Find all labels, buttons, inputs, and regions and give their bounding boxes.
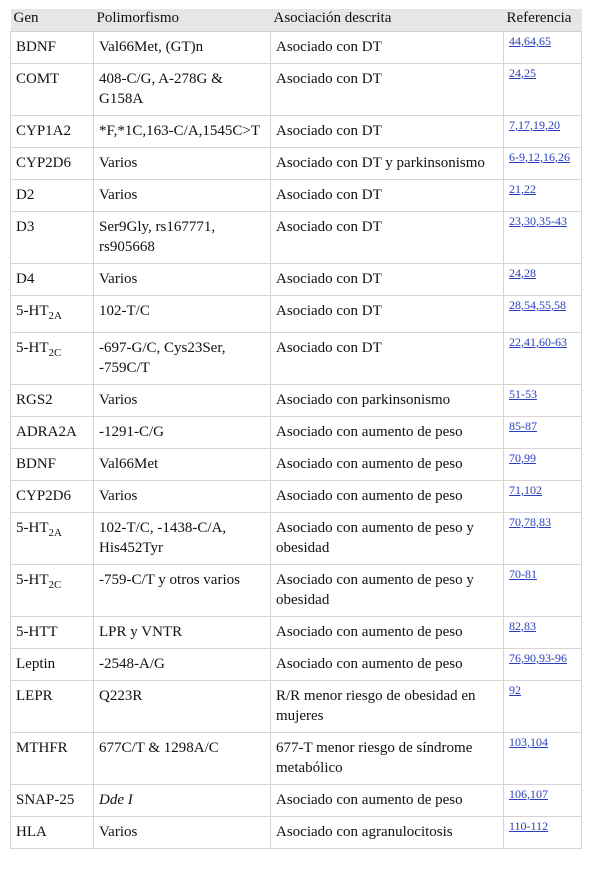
reference-link[interactable]: 23,30,35-43 xyxy=(509,214,567,228)
reference-cell xyxy=(504,333,582,385)
header-referencia: Referencia xyxy=(504,9,582,32)
reference-link[interactable]: 22,41,60-63 xyxy=(509,335,567,349)
polymorphism-cell: Dde I xyxy=(94,785,271,817)
gene-name: D4 xyxy=(16,271,35,287)
gene-cell xyxy=(11,417,94,449)
reference-cell xyxy=(504,785,582,817)
reference-cell xyxy=(504,264,582,296)
table-row xyxy=(11,64,582,116)
polymorphism-cell: -1291-C/G xyxy=(94,417,271,449)
header-gen: Gen xyxy=(11,9,94,32)
gene-name: BDNF xyxy=(16,39,57,55)
reference-cell xyxy=(504,565,582,617)
gene-name: CYP2D6 xyxy=(16,155,72,171)
association-cell: Asociado con DT y parkinsonismo xyxy=(271,148,504,180)
gene-name: D3 xyxy=(16,219,35,235)
gene-name: MTHFR xyxy=(16,740,68,756)
gene-cell xyxy=(11,32,94,64)
polymorphism-cell: *F,*1C,163-C/A,1545C>T xyxy=(94,116,271,148)
table-row xyxy=(11,617,582,649)
gene-cell xyxy=(11,817,94,849)
gene-cell xyxy=(11,180,94,212)
table-row xyxy=(11,180,582,212)
reference-link[interactable]: 103,104 xyxy=(509,735,548,749)
reference-cell xyxy=(504,296,582,333)
polymorphism-cell: Val66Met xyxy=(94,449,271,481)
gene-name: Leptin xyxy=(16,656,56,672)
gene-name: COMT xyxy=(16,71,60,87)
reference-link[interactable]: 24,25 xyxy=(509,66,536,80)
gene-cell xyxy=(11,733,94,785)
gene-cell xyxy=(11,617,94,649)
reference-cell xyxy=(504,180,582,212)
gene-cell xyxy=(11,264,94,296)
polymorphism-cell: LPR y VNTR xyxy=(94,617,271,649)
reference-link[interactable]: 76,90,93-96 xyxy=(509,651,567,665)
association-cell: Asociado con DT xyxy=(271,212,504,264)
reference-link[interactable]: 92 xyxy=(509,683,521,697)
gene-subscript: 2A xyxy=(48,310,62,322)
table-row xyxy=(11,449,582,481)
reference-link[interactable]: 21,22 xyxy=(509,182,536,196)
header-polimorfismo: Polimorfismo xyxy=(94,9,271,32)
polymorphism-cell: 102-T/C xyxy=(94,296,271,333)
association-cell: 677-T menor riesgo de síndrome metabólico xyxy=(271,733,504,785)
reference-link[interactable]: 70,78,83 xyxy=(509,515,551,529)
table-row xyxy=(11,32,582,64)
gene-cell xyxy=(11,64,94,116)
association-cell: Asociado con aumento de peso y obesidad xyxy=(271,513,504,565)
reference-link[interactable]: 71,102 xyxy=(509,483,542,497)
reference-link[interactable]: 70-81 xyxy=(509,567,537,581)
gene-cell xyxy=(11,296,94,333)
table-row xyxy=(11,296,582,333)
association-cell: Asociado con agranulocitosis xyxy=(271,817,504,849)
reference-cell xyxy=(504,513,582,565)
reference-cell xyxy=(504,681,582,733)
gene-subscript: 2C xyxy=(48,347,62,359)
table-row xyxy=(11,681,582,733)
reference-cell xyxy=(504,449,582,481)
reference-link[interactable]: 24,28 xyxy=(509,266,536,280)
association-cell: Asociado con aumento de peso xyxy=(271,417,504,449)
gene-name: BDNF xyxy=(16,456,57,472)
header-asociacion: Asociación descrita xyxy=(271,9,504,32)
reference-cell xyxy=(504,148,582,180)
table-row xyxy=(11,513,582,565)
gene-cell xyxy=(11,681,94,733)
polymorphism-cell: Varios xyxy=(94,817,271,849)
reference-link[interactable]: 28,54,55,58 xyxy=(509,298,566,312)
gene-name: 5-HT xyxy=(16,572,49,588)
reference-cell xyxy=(504,212,582,264)
reference-link[interactable]: 85-87 xyxy=(509,419,537,433)
polymorphism-cell: Varios xyxy=(94,385,271,417)
reference-link[interactable]: 106,107 xyxy=(509,787,548,801)
table-row xyxy=(11,116,582,148)
gene-name: SNAP-25 xyxy=(16,792,75,808)
polymorphism-cell: 102-T/C, -1438-C/A, His452Tyr xyxy=(94,513,271,565)
gene-cell xyxy=(11,148,94,180)
reference-cell xyxy=(504,649,582,681)
gene-cell xyxy=(11,785,94,817)
association-cell: Asociado con aumento de peso xyxy=(271,785,504,817)
reference-link[interactable]: 70,99 xyxy=(509,451,536,465)
gene-cell xyxy=(11,385,94,417)
gene-name: LEPR xyxy=(16,688,53,704)
association-cell: Asociado con aumento de peso xyxy=(271,481,504,513)
association-cell: Asociado con aumento de peso y obesidad xyxy=(271,565,504,617)
association-cell: Asociado con DT xyxy=(271,64,504,116)
reference-cell xyxy=(504,617,582,649)
gene-cell xyxy=(11,449,94,481)
association-cell: Asociado con aumento de peso xyxy=(271,449,504,481)
polymorphism-cell: Ser9Gly, rs167771, rs905668 xyxy=(94,212,271,264)
reference-link[interactable]: 82,83 xyxy=(509,619,536,633)
polymorphism-cell: 408-C/G, A-278G & G158A xyxy=(94,64,271,116)
table-row xyxy=(11,817,582,849)
polymorphism-cell: Varios xyxy=(94,264,271,296)
association-cell: Asociado con DT xyxy=(271,116,504,148)
table-row xyxy=(11,417,582,449)
gene-name: HLA xyxy=(16,824,47,840)
table-row xyxy=(11,785,582,817)
gene-name: 5-HTT xyxy=(16,624,58,640)
reference-link[interactable]: 110-112 xyxy=(509,819,549,833)
gene-cell xyxy=(11,565,94,617)
gene-name: 5-HT xyxy=(16,520,49,536)
reference-link[interactable]: 7,17,19,20 xyxy=(509,118,560,132)
gene-cell xyxy=(11,116,94,148)
gene-cell xyxy=(11,333,94,385)
gene-name: ADRA2A xyxy=(16,424,77,440)
polymorphism-cell: Q223R xyxy=(94,681,271,733)
table-row xyxy=(11,733,582,785)
association-cell: Asociado con aumento de peso xyxy=(271,649,504,681)
reference-link[interactable]: 6-9,12,16,26 xyxy=(509,150,570,164)
reference-cell xyxy=(504,733,582,785)
gene-name: CYP2D6 xyxy=(16,488,72,504)
gene-cell xyxy=(11,481,94,513)
gene-cell xyxy=(11,212,94,264)
table-row xyxy=(11,565,582,617)
gene-name: D2 xyxy=(16,187,35,203)
table-row xyxy=(11,264,582,296)
gene-name: 5-HT xyxy=(16,303,49,319)
reference-link[interactable]: 51-53 xyxy=(509,387,537,401)
association-cell: Asociado con parkinsonismo xyxy=(271,385,504,417)
gene-subscript: 2A xyxy=(48,527,62,539)
reference-link[interactable]: 44,64,65 xyxy=(509,34,551,48)
gene-cell xyxy=(11,649,94,681)
reference-cell xyxy=(504,385,582,417)
reference-cell xyxy=(504,64,582,116)
table-row xyxy=(11,649,582,681)
gene-cell xyxy=(11,513,94,565)
reference-cell xyxy=(504,116,582,148)
reference-cell xyxy=(504,417,582,449)
polymorphism-cell: -759-C/T y otros varios xyxy=(94,565,271,617)
polymorphism-cell: 677C/T & 1298A/C xyxy=(94,733,271,785)
gene-name: RGS2 xyxy=(16,392,53,408)
table-row xyxy=(11,333,582,385)
table-body xyxy=(11,32,582,849)
polymorphism-cell: Varios xyxy=(94,481,271,513)
polymorphism-cell: -2548-A/G xyxy=(94,649,271,681)
polymorphism-cell: Varios xyxy=(94,148,271,180)
table-row xyxy=(11,481,582,513)
gene-name: CYP1A2 xyxy=(16,123,72,139)
polymorphism-cell: Val66Met, (GT)n xyxy=(94,32,271,64)
table-row xyxy=(11,212,582,264)
gene-name: 5-HT xyxy=(16,340,49,356)
association-cell: Asociado con DT xyxy=(271,32,504,64)
association-cell: R/R menor riesgo de obesidad en mujeres xyxy=(271,681,504,733)
table-row xyxy=(11,148,582,180)
table-row xyxy=(11,385,582,417)
association-cell: Asociado con DT xyxy=(271,333,504,385)
genetic-association-table xyxy=(10,9,582,849)
reference-cell xyxy=(504,481,582,513)
association-cell: Asociado con DT xyxy=(271,296,504,333)
reference-cell xyxy=(504,32,582,64)
polymorphism-cell: -697-G/C, Cys23Ser, -759C/T xyxy=(94,333,271,385)
association-cell: Asociado con aumento de peso xyxy=(271,617,504,649)
polymorphism-cell: Varios xyxy=(94,180,271,212)
table-header xyxy=(11,9,582,32)
association-cell: Asociado con DT xyxy=(271,264,504,296)
reference-cell xyxy=(504,817,582,849)
gene-subscript: 2C xyxy=(48,579,62,591)
association-cell: Asociado con DT xyxy=(271,180,504,212)
